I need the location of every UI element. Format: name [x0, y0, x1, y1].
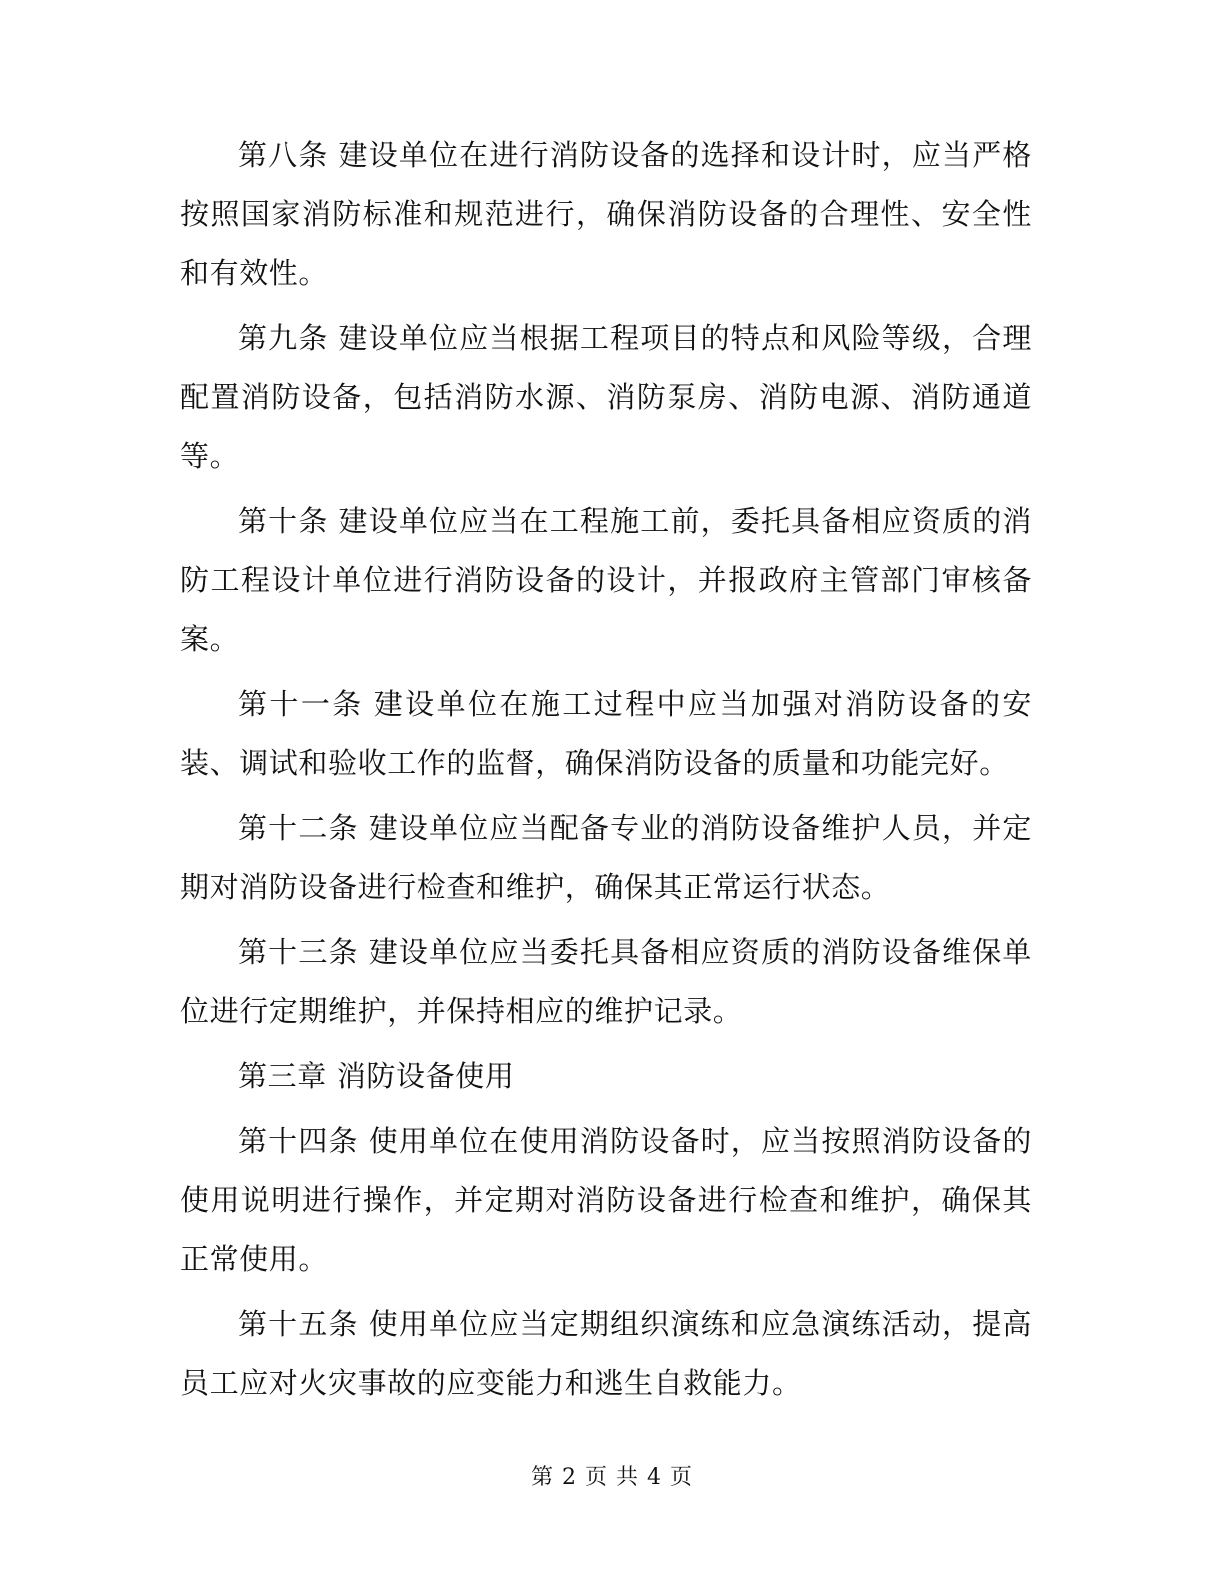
article-text: 建设单位应当配备专业的消防设备维护人员，并定期对消防设备进行检查和维护，确保其正常运行状态。: [180, 811, 1032, 904]
article-label: 第十一条: [238, 687, 364, 721]
article-text: 建设单位在施工过程中应当加强对消防设备的安装、调试和验收工作的监督，确保消防设备的质量和功能完好。: [180, 687, 1032, 780]
article-label: 第十二条: [238, 811, 359, 845]
document-body: [180, 126, 1032, 1419]
article-label: 第十三条: [238, 935, 359, 969]
article-text: 使用单位应当定期组织演练和应急演练活动，提高员工应对火灾事故的应变能力和逃生自救能力。: [180, 1307, 1032, 1400]
article-label: 第八条: [238, 138, 329, 172]
article-13: [180, 923, 1032, 1041]
article-text: 建设单位应当根据工程项目的特点和风险等级，合理配置消防设备，包括消防水源、消防泵房、消防电源、消防通道等。: [180, 321, 1032, 473]
chapter-3-heading: [180, 1047, 1032, 1106]
article-label: 第十条: [238, 504, 329, 538]
article-label: 第十四条: [238, 1124, 359, 1158]
footer-suffix: 页: [670, 1465, 694, 1490]
page-footer: [0, 1460, 1224, 1491]
article-text: 使用单位在使用消防设备时，应当按照消防设备的使用说明进行操作，并定期对消防设备进行检查和维护，确保其正常使用。: [180, 1124, 1032, 1276]
article-label: 第九条: [238, 321, 329, 355]
article-15: [180, 1295, 1032, 1413]
article-11: [180, 675, 1032, 793]
article-text: 建设单位在进行消防设备的选择和设计时，应当严格按照国家消防标准和规范进行，确保消防设备的合理性、安全性和有效性。: [180, 138, 1032, 290]
article-8: [180, 126, 1032, 303]
article-label: 第十五条: [238, 1307, 359, 1341]
article-9: [180, 309, 1032, 486]
total-pages-number: 4: [647, 1465, 663, 1490]
chapter-title: 消防设备使用: [336, 1059, 515, 1093]
footer-prefix: 第: [530, 1465, 554, 1490]
article-text: 建设单位应当在工程施工前，委托具备相应资质的消防工程设计单位进行消防设备的设计，并报政府主管部门审核备案。: [180, 504, 1032, 656]
article-10: [180, 492, 1032, 669]
footer-page-word: 页: [584, 1465, 608, 1490]
article-text: 建设单位应当委托具备相应资质的消防设备维保单位进行定期维护，并保持相应的维护记录。: [180, 935, 1032, 1028]
footer-total-word: 共: [616, 1465, 640, 1490]
article-12: [180, 799, 1032, 917]
chapter-label: 第三章: [238, 1059, 327, 1093]
article-14: [180, 1112, 1032, 1289]
current-page-number: 2: [561, 1465, 577, 1490]
